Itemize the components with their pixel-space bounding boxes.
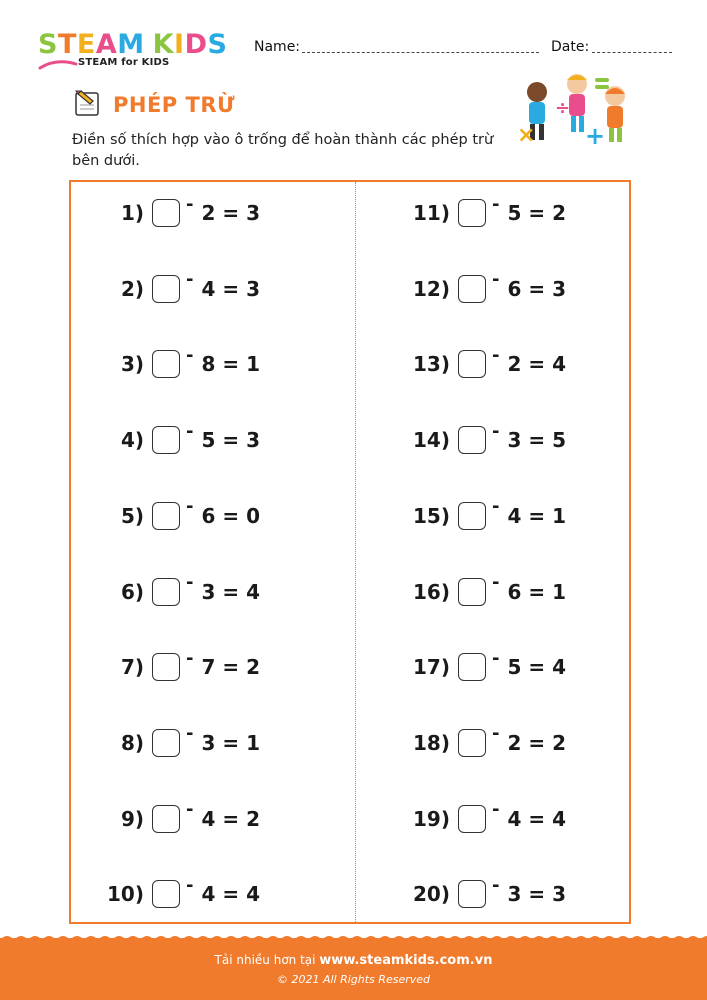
logo-tagline: STEAM for KIDS xyxy=(78,57,170,68)
logo-letter: A xyxy=(95,29,118,60)
minus-sign: - xyxy=(186,799,194,821)
logo-letter: K xyxy=(152,29,175,60)
problem-number: 3) xyxy=(120,352,144,377)
problem-expression: 2 = 2 xyxy=(507,730,566,755)
problem-number: 5) xyxy=(120,503,144,528)
answer-box[interactable] xyxy=(152,426,180,454)
logo-letter: E xyxy=(76,29,96,60)
footer-copyright: © 2021 All Rights Reserved xyxy=(276,973,430,986)
minus-sign: - xyxy=(186,193,194,215)
problem-number: 7) xyxy=(120,655,144,680)
problem-expression: 7 = 2 xyxy=(201,655,260,680)
problem-expression: 3 = 1 xyxy=(201,730,260,755)
minus-sign: - xyxy=(186,647,194,669)
answer-box[interactable] xyxy=(152,199,180,227)
problem-number: 20) xyxy=(413,882,450,907)
answer-box[interactable] xyxy=(458,805,486,833)
answer-box[interactable] xyxy=(458,729,486,757)
problem-number: 4) xyxy=(120,428,144,453)
problem-expression: 5 = 4 xyxy=(507,655,566,680)
problem-number: 13) xyxy=(413,352,450,377)
svg-text:×: × xyxy=(517,123,536,148)
problem-number: 17) xyxy=(413,655,450,680)
name-label: Name: xyxy=(254,39,301,55)
date-field[interactable] xyxy=(592,52,672,53)
answer-box[interactable] xyxy=(458,653,486,681)
problem-row xyxy=(406,876,626,912)
minus-sign: - xyxy=(186,723,194,745)
problem-row xyxy=(406,422,626,458)
problem-number: 6) xyxy=(120,579,144,604)
problem-expression: 4 = 4 xyxy=(507,806,566,831)
name-field[interactable] xyxy=(302,52,539,53)
problem-row xyxy=(100,346,320,382)
logo-letter: M xyxy=(117,29,145,60)
answer-box[interactable] xyxy=(152,729,180,757)
footer-url-link[interactable]: www.steamkids.com.vn xyxy=(319,953,493,968)
problem-expression: 3 = 4 xyxy=(201,579,260,604)
problem-row xyxy=(406,271,626,307)
problem-row xyxy=(100,574,320,610)
logo-swoosh-icon xyxy=(38,58,78,72)
problem-number: 18) xyxy=(413,730,450,755)
minus-sign: - xyxy=(186,874,194,896)
answer-box[interactable] xyxy=(458,199,486,227)
problem-number: 19) xyxy=(413,806,450,831)
column-divider xyxy=(355,182,356,922)
problem-number: 9) xyxy=(120,806,144,831)
problem-expression: 6 = 0 xyxy=(201,503,260,528)
answer-box[interactable] xyxy=(152,805,180,833)
worksheet-instructions: Điền số thích hợp vào ô trống để hoàn thành các phép trừ bên dưới. xyxy=(72,132,494,169)
problem-number: 15) xyxy=(413,503,450,528)
footer-download-line xyxy=(0,953,707,968)
minus-sign: - xyxy=(186,269,194,291)
footer-band xyxy=(0,938,707,1000)
minus-sign: - xyxy=(492,572,500,593)
footer-prefix: Tải nhiều hơn tại xyxy=(214,953,320,967)
answer-box[interactable] xyxy=(458,502,486,530)
answer-box[interactable] xyxy=(152,350,180,378)
minus-sign: - xyxy=(492,723,500,745)
problem-row xyxy=(406,574,626,610)
answer-box[interactable] xyxy=(152,578,180,606)
problem-expression: 3 = 3 xyxy=(507,882,566,907)
answer-box[interactable] xyxy=(152,502,180,530)
problem-number: 12) xyxy=(413,276,450,301)
problem-row xyxy=(406,801,626,837)
minus-sign: - xyxy=(186,344,194,366)
problem-expression: 5 = 3 xyxy=(201,428,260,453)
steam-kids-logo xyxy=(38,30,238,75)
problem-row xyxy=(100,422,320,458)
problem-row xyxy=(406,195,626,231)
minus-sign: - xyxy=(492,496,500,518)
problem-row xyxy=(406,725,626,761)
minus-sign: - xyxy=(186,420,194,442)
answer-box[interactable] xyxy=(152,653,180,681)
worksheet-title: PHÉP TRỪ xyxy=(113,93,236,117)
problem-expression: 4 = 4 xyxy=(201,882,260,907)
problem-row xyxy=(100,801,320,837)
svg-text:÷: ÷ xyxy=(555,98,571,119)
problem-expression: 5 = 2 xyxy=(507,201,566,225)
problem-row xyxy=(406,498,626,534)
minus-sign: - xyxy=(186,496,194,518)
problem-row xyxy=(406,346,626,382)
problem-row xyxy=(100,725,320,761)
problem-number: 14) xyxy=(413,428,450,453)
logo-letter: T xyxy=(57,29,77,60)
problem-row xyxy=(100,498,320,534)
minus-sign: - xyxy=(492,344,500,366)
problem-number: 2) xyxy=(120,276,144,301)
minus-sign: - xyxy=(492,193,500,215)
logo-letter: S xyxy=(207,29,228,60)
answer-box[interactable] xyxy=(152,275,180,303)
logo-letter: I xyxy=(174,29,185,60)
answer-box[interactable] xyxy=(458,578,486,606)
logo-letter: D xyxy=(184,29,208,60)
problem-row xyxy=(100,271,320,307)
kids-math-illustration xyxy=(515,70,640,152)
problem-number: 16) xyxy=(413,579,450,604)
logo-wordmark xyxy=(38,30,238,60)
problem-expression: 2 = 4 xyxy=(507,352,566,377)
problem-expression: 4 = 3 xyxy=(201,276,260,301)
answer-box[interactable] xyxy=(152,880,180,908)
answer-box[interactable] xyxy=(458,350,486,378)
date-label: Date: xyxy=(551,39,590,55)
answer-box[interactable] xyxy=(458,426,486,454)
minus-sign: - xyxy=(492,799,500,821)
problem-row xyxy=(100,649,320,685)
problem-expression: 3 = 5 xyxy=(507,428,566,453)
problem-expression: 4 = 2 xyxy=(201,806,260,831)
answer-box[interactable] xyxy=(458,880,486,908)
logo-letter: S xyxy=(38,29,58,60)
problem-row xyxy=(100,876,320,912)
problem-row xyxy=(100,195,320,231)
problem-number: 11) xyxy=(413,201,450,225)
svg-text:+: + xyxy=(585,122,606,150)
problem-expression: 4 = 1 xyxy=(507,503,566,528)
problem-number: 1) xyxy=(120,201,144,225)
problem-expression: 6 = 1 xyxy=(507,579,566,604)
answer-box[interactable] xyxy=(458,275,486,303)
minus-sign: - xyxy=(492,420,500,442)
pencil-paper-icon xyxy=(73,89,103,119)
problem-number: 8) xyxy=(120,730,144,755)
problem-expression: 2 = 3 xyxy=(201,201,260,225)
minus-sign: - xyxy=(492,269,500,291)
problem-expression: 6 = 3 xyxy=(507,276,566,301)
problem-row xyxy=(406,649,626,685)
minus-sign: - xyxy=(492,874,500,896)
problem-expression: 8 = 1 xyxy=(201,352,260,377)
minus-sign: - xyxy=(186,572,194,593)
problem-number: 10) xyxy=(107,882,144,907)
minus-sign: - xyxy=(492,647,500,669)
